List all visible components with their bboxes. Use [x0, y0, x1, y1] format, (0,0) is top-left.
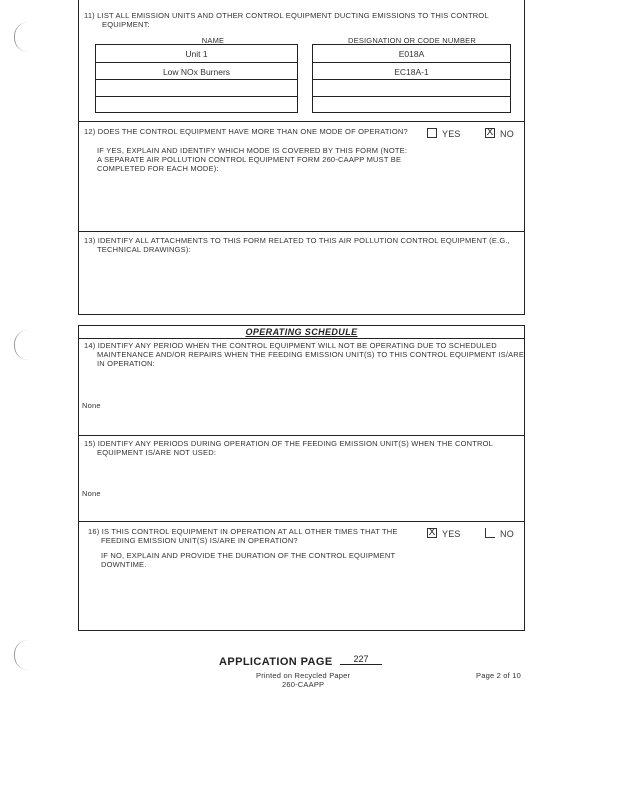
scan-mark	[14, 640, 29, 670]
designation-column-header: DESIGNATION OR CODE NUMBER	[348, 36, 476, 45]
q16-no-label: NO	[500, 529, 514, 539]
q16-no-checkbox[interactable]	[485, 528, 495, 538]
page-of: Page 2 of 10	[476, 671, 521, 680]
q11-label: 11) LIST ALL EMISSION UNITS AND OTHER CONTROL EQUIPMENT DUCTING EMISSIONS TO THIS CONTROL	[84, 11, 489, 20]
printed-on-note: Printed on Recycled Paper	[256, 671, 351, 680]
designation-cell: E018A	[398, 49, 425, 59]
table-divider	[312, 96, 511, 97]
q12-instruction: COMPLETED FOR EACH MODE):	[97, 164, 219, 173]
q14-label-cont: IN OPERATION:	[97, 359, 155, 368]
q16-instruction: IF NO, EXPLAIN AND PROVIDE THE DURATION OF THE CONTROL EQUIPMENT	[101, 551, 396, 560]
q14-label-cont: MAINTENANCE AND/OR REPAIRS WHEN THE FEEDING EMISSION UNIT(S) TO THIS CONTROL EQUIPMENT IS/ARE	[97, 350, 525, 359]
q12-label: 12) DOES THE CONTROL EQUIPMENT HAVE MORE THAN ONE MODE OF OPERATION?	[84, 127, 408, 136]
application-page-number: 227	[340, 654, 382, 665]
operating-schedule-section	[78, 325, 525, 631]
designation-cell: EC18A-1	[394, 67, 429, 77]
q13-label-cont: TECHNICAL DRAWINGS):	[97, 245, 191, 254]
operating-schedule-title: OPERATING SCHEDULE	[245, 327, 358, 337]
table-divider	[95, 79, 298, 80]
q13-label: 13) IDENTIFY ALL ATTACHMENTS TO THIS FORM RELATED TO THIS AIR POLLUTION CONTROL EQUIPMENT (E.G.,	[84, 236, 510, 245]
q11-label-cont: EQUIPMENT:	[102, 20, 150, 29]
table-divider	[95, 62, 298, 63]
q16-yes-checkbox[interactable]: X	[428, 527, 436, 538]
name-cell: Unit 1	[185, 49, 208, 59]
q16-yes-label: YES	[442, 529, 461, 539]
scan-mark	[14, 22, 29, 52]
q14-label: 14) IDENTIFY ANY PERIOD WHEN THE CONTROL EQUIPMENT WILL NOT BE OPERATING DUE TO SCHEDULED	[84, 341, 497, 350]
name-column-header: NAME	[201, 36, 225, 45]
title-divider	[78, 338, 525, 339]
q15-answer[interactable]: None	[82, 489, 101, 498]
table-divider	[312, 62, 511, 63]
q12-no-checkbox[interactable]: X	[486, 127, 494, 138]
section-border	[524, 0, 525, 121]
name-cell: Low NOx Burners	[162, 67, 231, 77]
form-code: 260-CAAPP	[282, 680, 325, 689]
table-divider	[312, 79, 511, 80]
scan-mark	[14, 330, 29, 360]
q15-label-cont: EQUIPMENT IS/ARE NOT USED:	[97, 448, 217, 457]
q12-no-label: NO	[500, 129, 514, 139]
q16-label: 16) IS THIS CONTROL EQUIPMENT IN OPERATION AT ALL OTHER TIMES THAT THE	[88, 527, 398, 536]
q16-instruction: DOWNTIME.	[101, 560, 147, 569]
section-border	[78, 0, 79, 121]
q12-instruction: A SEPARATE AIR POLLUTION CONTROL EQUIPMENT FORM 260-CAAPP MUST BE	[97, 155, 402, 164]
q14-answer[interactable]: None	[82, 401, 101, 410]
q12-yes-label: YES	[442, 129, 461, 139]
application-page-label: APPLICATION PAGE	[219, 656, 333, 668]
q15-label: 15) IDENTIFY ANY PERIODS DURING OPERATION OF THE FEEDING EMISSION UNIT(S) WHEN THE CONTROL	[84, 439, 494, 448]
section-divider	[78, 435, 525, 436]
q12-yes-checkbox[interactable]	[427, 128, 437, 138]
table-divider	[95, 96, 298, 97]
q12-instruction: IF YES, EXPLAIN AND IDENTIFY WHICH MODE IS COVERED BY THIS FORM (NOTE:	[97, 146, 408, 155]
section-divider	[78, 521, 525, 522]
q16-label-cont: FEEDING EMISSION UNIT(S) IS/ARE IN OPERATION?	[101, 536, 298, 545]
